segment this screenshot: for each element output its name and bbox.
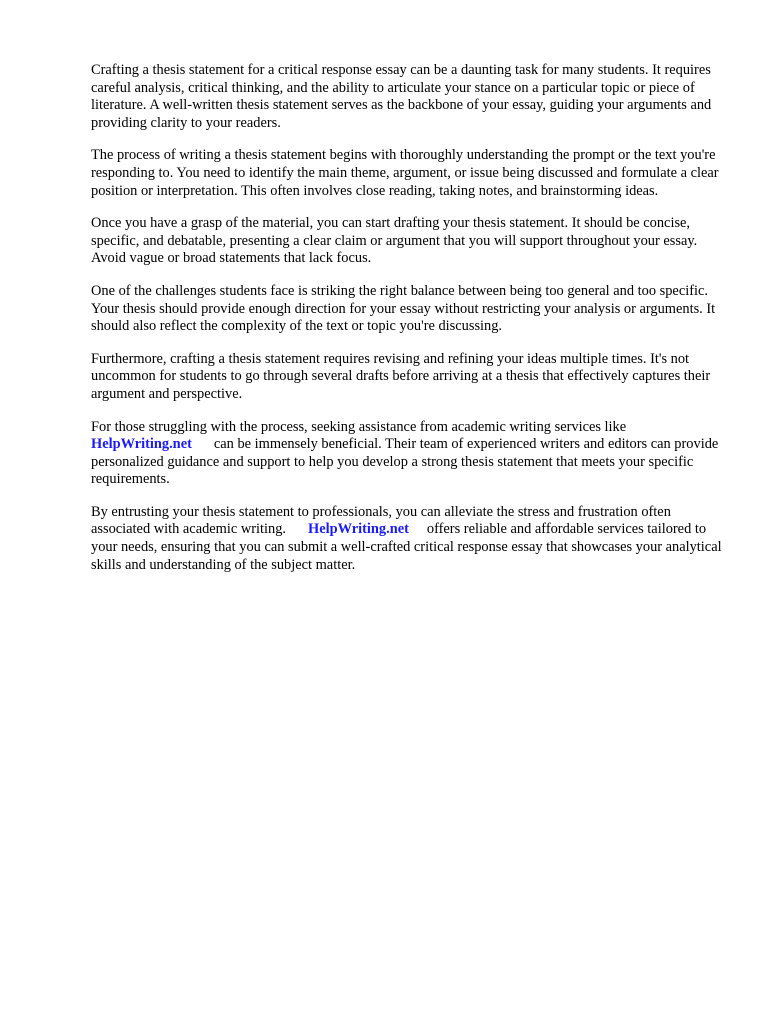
paragraph-7-text-before: By entrusting your thesis statement to professionals, you can alleviate the stress and frustration often associated with academic writing. <box>91 503 671 538</box>
helpwriting-link-1[interactable]: HelpWriting.net <box>91 436 192 453</box>
paragraph-2: The process of writing a thesis statement begins with thoroughly understanding the prompt or the text you're responding to. You need to identify the main theme, argument, or issue being discussed and formulate a clear position or interpretation. This often involves close reading, taking notes, and brainstorming ideas. <box>91 147 719 199</box>
paragraph-3: Once you have a grasp of the material, you can start drafting your thesis statement. It should be concise, specific, and debatable, presenting a clear claim or argument that you will support throughout your essay. Avoid vague or broad statements that lack focus. <box>91 215 698 267</box>
helpwriting-link-2[interactable]: HelpWriting.net <box>308 521 409 538</box>
paragraph-7-text-after: offers reliable and affordable services tailored to your needs, ensuring that you can submit a well-crafted critical response essay that showcases your analytical skills and understanding of the subject matter. <box>91 521 722 573</box>
paragraph-4: One of the challenges students face is striking the right balance between being too general and too specific. Your thesis should provide enough direction for your essay without restricting your analysis or arguments. It should also reflect the complexity of the text or topic you're discussing. <box>91 282 716 335</box>
document-page <box>91 62 723 589</box>
paragraph-6 <box>91 419 723 489</box>
paragraph-6-text-after: can be immensely beneficial. Their team of experienced writers and editors can provide personalized guidance and support to help you develop a strong thesis statement that meets your specific requirements. <box>91 436 719 488</box>
paragraph-5: Furthermore, crafting a thesis statement requires revising and refining your ideas multiple times. It's not uncommon for students to go through several drafts before arriving at a thesis that effectively captures their argument and perspective. <box>91 350 711 402</box>
paragraph-6-text-before: For those struggling with the process, seeking assistance from academic writing services like <box>91 418 627 435</box>
paragraph-7 <box>91 504 723 574</box>
paragraph-1: Crafting a thesis statement for a critical response essay can be a daunting task for many students. It requires careful analysis, critical thinking, and the ability to articulate your stance on a particular topic or piece of literature. A well-written thesis statement serves as the backbone of your essay, guiding your arguments and providing clarity to your readers. <box>91 62 712 131</box>
